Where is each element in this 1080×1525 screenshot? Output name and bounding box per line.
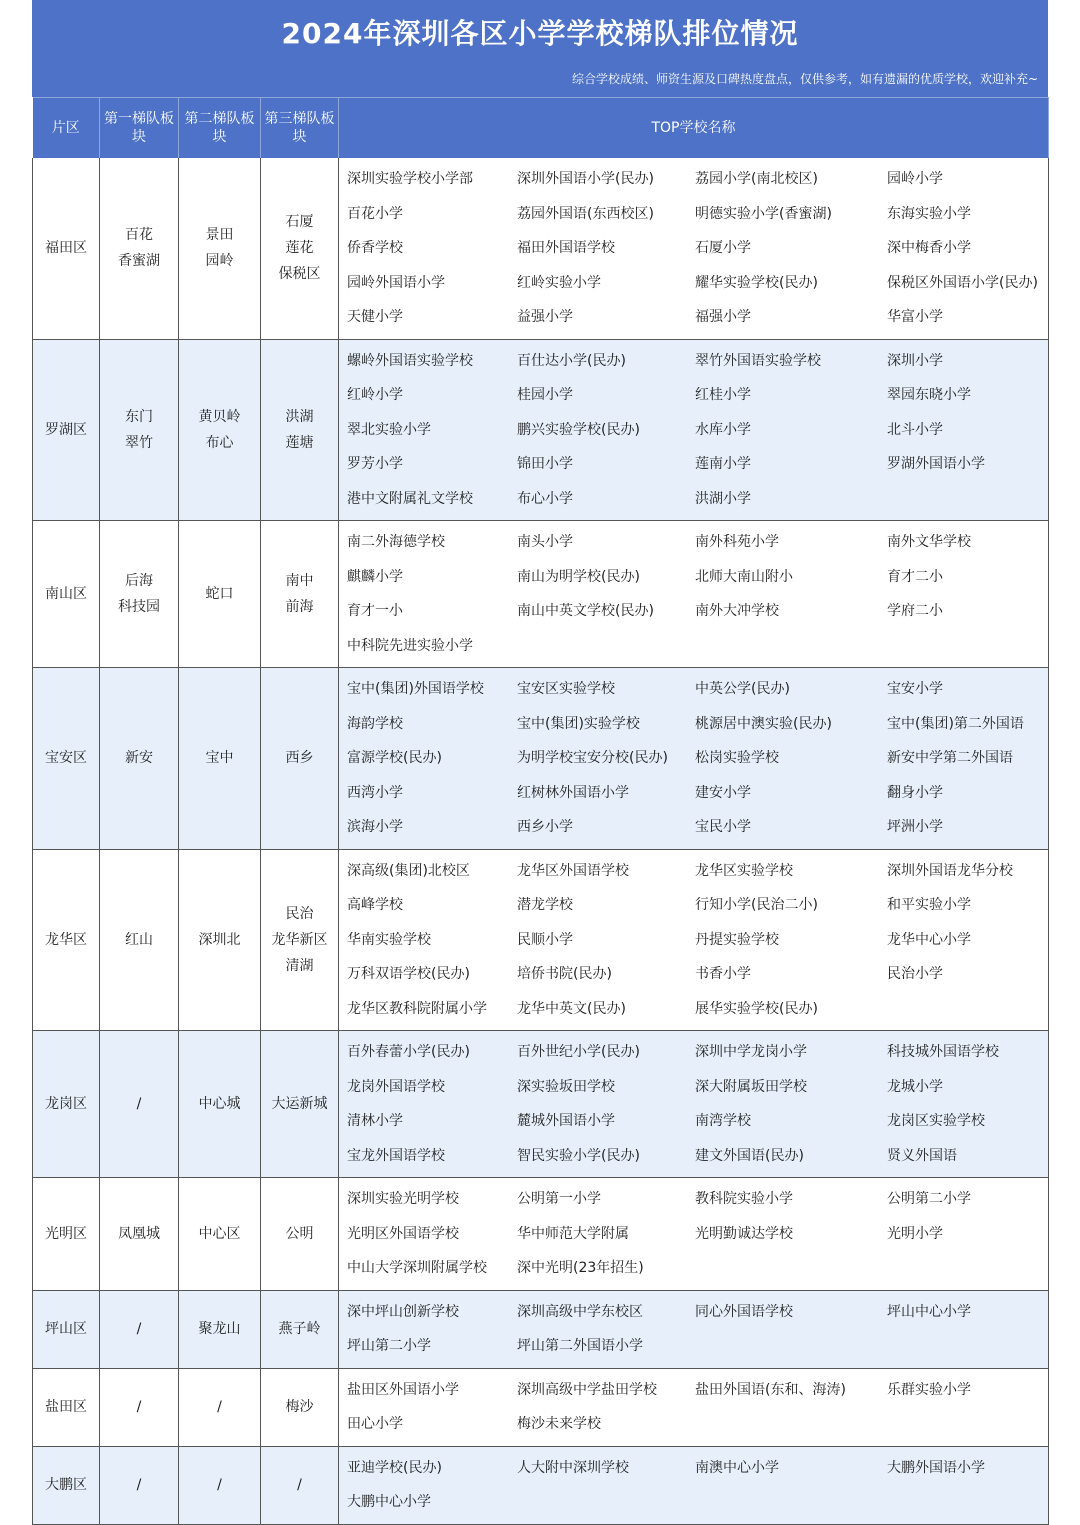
school-name: 中英公学(民办) xyxy=(695,681,790,697)
school-name: 桂园小学 xyxy=(517,387,573,403)
school-name: 富源学校(民办) xyxy=(347,750,442,766)
school-name: 西乡小学 xyxy=(517,819,573,835)
tier2-area: 宝中 xyxy=(205,750,234,767)
tier1-area: 红山 xyxy=(125,931,153,948)
school-name: 华南实验学校 xyxy=(347,931,431,948)
school-name: 洪湖小学 xyxy=(695,490,751,507)
school-name: 龙华区教科院附属小学 xyxy=(347,1000,487,1017)
top-schools-cell xyxy=(339,339,1049,521)
school-name: 乐群实验小学 xyxy=(887,1381,971,1398)
school-name: 育才一小 xyxy=(347,603,403,619)
school-name: 南外科苑小学 xyxy=(695,534,779,550)
school-name: 学府二小 xyxy=(887,603,943,619)
school-name: 华中师范大学附属 xyxy=(517,1225,629,1242)
school-name: 红岭实验小学 xyxy=(517,274,601,291)
school-name: 龙华中心小学 xyxy=(887,931,971,948)
school-name xyxy=(887,1485,1057,1520)
tier2-area: 蛇口 xyxy=(205,586,234,602)
school-name: 锦田小学 xyxy=(517,456,573,472)
tier1-area: 新安 xyxy=(125,750,153,767)
tier1-area: / xyxy=(136,1096,142,1112)
tier2-area: 园岭 xyxy=(205,253,234,270)
school-list xyxy=(339,521,1048,667)
school-name: 深圳高级中学东校区 xyxy=(517,1303,643,1320)
tier1-area: / xyxy=(136,1321,142,1337)
district-tier1-cell xyxy=(100,1446,179,1524)
school-name: 田心小学 xyxy=(347,1416,403,1432)
school-name xyxy=(887,629,1057,664)
tier1-area: 东门 xyxy=(125,408,153,425)
table-header-row xyxy=(33,98,1049,159)
school-name: 中科院先进实验小学 xyxy=(347,637,473,654)
school-name: 同心外国语学校 xyxy=(695,1303,793,1320)
school-name xyxy=(695,1485,887,1520)
top-schools-cell xyxy=(339,158,1049,339)
school-name: 公明第一小学 xyxy=(517,1191,601,1207)
district-tier2-cell xyxy=(179,1031,261,1178)
school-name: 麒麟小学 xyxy=(347,568,403,585)
district-tier2-cell xyxy=(179,1290,261,1368)
district-name: 大鹏区 xyxy=(33,1446,100,1524)
table-row xyxy=(33,1178,1049,1291)
tier1-area: 香蜜湖 xyxy=(118,253,160,270)
school-name: 翠园东晓小学 xyxy=(887,387,971,403)
school-name xyxy=(695,629,887,664)
school-name: 龙城小学 xyxy=(887,1078,943,1095)
tier2-area: 深圳北 xyxy=(198,931,241,948)
school-name: 翠竹外国语实验学校 xyxy=(695,352,821,369)
school-name: 港中文附属礼文学校 xyxy=(347,490,473,507)
district-tier2-cell xyxy=(179,1178,261,1291)
school-name: 龙岗区实验学校 xyxy=(887,1113,985,1129)
district-name: 盐田区 xyxy=(33,1368,100,1446)
district-tier2-cell xyxy=(179,668,261,850)
tier2-area: 景田 xyxy=(205,227,234,244)
school-name: 公明第二小学 xyxy=(887,1191,971,1207)
school-name: 福田外国语学校 xyxy=(517,240,615,256)
school-name: 园岭外国语小学 xyxy=(347,274,445,291)
school-name xyxy=(695,1329,887,1364)
school-name: 龙岗外国语学校 xyxy=(347,1078,445,1095)
tier3-area: 清湖 xyxy=(285,957,314,974)
tier3-area: 大运新城 xyxy=(271,1096,328,1112)
school-name: 南湾学校 xyxy=(695,1113,751,1129)
header-tier2: 第二梯队板块 xyxy=(179,98,261,159)
school-name: 布心小学 xyxy=(517,490,573,507)
school-name: 大鹏外国语小学 xyxy=(887,1459,985,1476)
school-name: 大鹏中心小学 xyxy=(347,1494,431,1510)
district-tier3-cell xyxy=(261,1368,339,1446)
table-row xyxy=(33,1368,1049,1446)
tier1-area: 翠竹 xyxy=(125,434,153,451)
tier3-area: 前海 xyxy=(285,599,314,615)
school-name: 石厦小学 xyxy=(695,240,751,256)
district-tier3-cell xyxy=(261,1031,339,1178)
school-name: 教科院实验小学 xyxy=(695,1191,793,1207)
school-name: 南二外海德学校 xyxy=(347,534,445,550)
district-tier3-cell xyxy=(261,1178,339,1291)
school-name xyxy=(887,992,1057,1027)
school-name: 龙华中英文(民办) xyxy=(517,1000,626,1017)
district-tier1-cell xyxy=(100,521,179,668)
tier1-area: 后海 xyxy=(125,573,153,589)
school-name: 北斗小学 xyxy=(887,421,943,438)
school-name: 民顺小学 xyxy=(517,931,573,948)
district-tier2-cell xyxy=(179,521,261,668)
school-name: 南外大冲学校 xyxy=(695,603,779,619)
tier3-area: 莲花 xyxy=(285,240,314,257)
school-name: 新安中学第二外国语 xyxy=(887,750,1013,766)
tier3-area: / xyxy=(297,1477,302,1493)
school-name: 深中坪山创新学校 xyxy=(347,1303,459,1320)
tier3-area: 西乡 xyxy=(285,750,314,767)
district-name: 宝安区 xyxy=(33,668,100,850)
school-name: 建安小学 xyxy=(695,784,751,801)
tier3-area: 保税区 xyxy=(278,266,321,283)
tier1-area: / xyxy=(136,1399,142,1415)
tier2-area: / xyxy=(217,1399,222,1415)
school-name: 宝中(集团)外国语学校 xyxy=(347,681,484,697)
school-name: 建文外国语(民办) xyxy=(695,1147,804,1164)
table-row xyxy=(33,1031,1049,1178)
tier2-area: 黄贝岭 xyxy=(198,408,241,425)
district-name: 光明区 xyxy=(33,1178,100,1291)
tier1-area: 百花 xyxy=(125,227,153,244)
school-name: 科技城外国语学校 xyxy=(887,1044,999,1060)
district-tier1-cell xyxy=(100,849,179,1031)
school-name: 清林小学 xyxy=(347,1113,403,1129)
district-tier2-cell xyxy=(179,849,261,1031)
table-row xyxy=(33,1446,1049,1524)
school-name: 坪洲小学 xyxy=(887,819,943,835)
top-schools-cell xyxy=(339,1368,1049,1446)
school-name: 深实验坂田学校 xyxy=(517,1078,615,1095)
school-name: 深高级(集团)北校区 xyxy=(347,862,470,879)
district-tier3-cell xyxy=(261,849,339,1031)
school-name: 福强小学 xyxy=(695,309,751,325)
district-tier3-cell xyxy=(261,521,339,668)
school-name: 潜龙学校 xyxy=(517,897,573,913)
table-row xyxy=(33,849,1049,1031)
tier2-area: 布心 xyxy=(205,434,234,451)
school-name: 松岗实验学校 xyxy=(695,750,779,766)
school-name: 人大附中深圳学校 xyxy=(517,1459,629,1476)
district-tier2-cell xyxy=(179,158,261,339)
school-name: 智民实验小学(民办) xyxy=(517,1147,640,1164)
district-tier1-cell xyxy=(100,339,179,521)
school-name: 南头小学 xyxy=(517,534,573,550)
tier3-area: 燕子岭 xyxy=(278,1321,321,1337)
tier1-area: 科技园 xyxy=(118,599,160,615)
top-schools-cell xyxy=(339,1290,1049,1368)
header-district: 片区 xyxy=(33,98,100,159)
district-tier3-cell xyxy=(261,158,339,339)
school-name: 华富小学 xyxy=(887,309,943,325)
school-name: 坪山中心小学 xyxy=(887,1303,971,1320)
school-name: 盐田区外国语小学 xyxy=(347,1381,459,1398)
school-name: 亚迪学校(民办) xyxy=(347,1459,442,1476)
school-name: 翻身小学 xyxy=(887,784,943,801)
header-banner xyxy=(32,0,1048,97)
school-name: 百花小学 xyxy=(347,205,403,222)
header-tier1: 第一梯队板块 xyxy=(100,98,179,159)
school-name xyxy=(887,482,1057,517)
district-tier2-cell xyxy=(179,1446,261,1524)
school-name: 南山为明学校(民办) xyxy=(517,568,640,585)
school-name: 水库小学 xyxy=(695,421,751,438)
tier3-area: 梅沙 xyxy=(285,1399,314,1415)
page xyxy=(32,0,1048,1510)
top-schools-cell xyxy=(339,668,1049,850)
district-tier3-cell xyxy=(261,668,339,850)
school-name: 深圳高级中学盐田学校 xyxy=(517,1381,657,1398)
school-name: 宝龙外国语学校 xyxy=(347,1147,445,1164)
school-name: 宝安区实验学校 xyxy=(517,681,615,697)
district-name: 龙岗区 xyxy=(33,1031,100,1178)
tier3-area: 龙华新区 xyxy=(271,931,328,948)
school-name: 培侨书院(民办) xyxy=(517,966,612,982)
table-row xyxy=(33,521,1049,668)
page-subtitle: 综合学校成绩、师资生源及口碑热度盘点，仅供参考，如有遗漏的优质学校，欢迎补充~ xyxy=(571,72,1038,86)
page-title: 2024年深圳各区小学学校梯队排位情况 xyxy=(281,17,799,50)
school-name: 龙华区实验学校 xyxy=(695,862,793,879)
district-tier3-cell xyxy=(261,1446,339,1524)
school-name: 贤义外国语 xyxy=(887,1147,957,1164)
school-list xyxy=(339,850,1048,1031)
school-name: 耀华实验学校(民办) xyxy=(695,274,818,291)
school-name: 宝中(集团)第二外国语 xyxy=(887,715,1024,732)
district-tier1-cell xyxy=(100,158,179,339)
table-row xyxy=(33,339,1049,521)
school-name: 红桂小学 xyxy=(695,387,751,403)
school-name: 红树林外国语小学 xyxy=(517,784,629,801)
school-name: 深圳中学龙岗小学 xyxy=(695,1044,807,1060)
school-name: 东海实验小学 xyxy=(887,205,971,222)
school-name: 光明小学 xyxy=(887,1225,943,1242)
district-tier1-cell xyxy=(100,1368,179,1446)
top-schools-cell xyxy=(339,1031,1049,1178)
school-name xyxy=(887,1407,1057,1442)
school-name: 红岭小学 xyxy=(347,387,403,403)
district-tier1-cell xyxy=(100,1031,179,1178)
school-name: 深中光明(23年招生) xyxy=(517,1260,644,1276)
school-list xyxy=(339,158,1048,339)
school-name: 梅沙未来学校 xyxy=(517,1416,601,1432)
top-schools-cell xyxy=(339,1446,1049,1524)
school-name: 滨海小学 xyxy=(347,819,403,835)
tier3-area: 公明 xyxy=(285,1225,314,1242)
school-name: 行知小学(民治二小) xyxy=(695,897,818,913)
school-name: 螺岭外国语实验学校 xyxy=(347,352,473,369)
school-name xyxy=(887,1329,1057,1364)
district-tier1-cell xyxy=(100,1290,179,1368)
school-name: 盐田外国语(东和、海涛) xyxy=(695,1381,846,1398)
school-name: 百仕达小学(民办) xyxy=(517,352,626,369)
tier3-area: 洪湖 xyxy=(285,408,314,425)
district-tier1-cell xyxy=(100,668,179,850)
school-name: 南山中英文学校(民办) xyxy=(517,603,654,619)
tier2-area: 中心城 xyxy=(198,1096,241,1112)
school-name xyxy=(695,1251,887,1286)
tier3-area: 南中 xyxy=(285,573,314,589)
district-name: 罗湖区 xyxy=(33,339,100,521)
district-name: 南山区 xyxy=(33,521,100,668)
school-list xyxy=(339,1291,1048,1368)
district-tier3-cell xyxy=(261,1290,339,1368)
school-name: 万科双语学校(民办) xyxy=(347,966,470,982)
top-schools-cell xyxy=(339,521,1049,668)
district-tier2-cell xyxy=(179,1368,261,1446)
school-name: 荔园小学(南北校区) xyxy=(695,171,818,187)
school-name: 益强小学 xyxy=(517,309,573,325)
school-name: 翠北实验小学 xyxy=(347,421,431,438)
school-name: 宝安小学 xyxy=(887,681,943,697)
school-name: 和平实验小学 xyxy=(887,897,971,913)
school-name: 中山大学深圳附属学校 xyxy=(347,1260,487,1276)
school-name: 宝中(集团)实验学校 xyxy=(517,715,640,732)
school-name: 园岭小学 xyxy=(887,171,943,187)
school-name: 深圳外国语龙华分校 xyxy=(887,862,1013,879)
school-name: 深大附属坂田学校 xyxy=(695,1078,807,1095)
table-row xyxy=(33,158,1049,339)
school-name: 海韵学校 xyxy=(347,715,403,732)
school-name: 百外春蕾小学(民办) xyxy=(347,1044,470,1060)
school-name: 北师大南山附小 xyxy=(695,568,793,585)
school-list xyxy=(339,1369,1048,1446)
tier1-area: / xyxy=(136,1477,142,1493)
table-row xyxy=(33,668,1049,850)
school-name: 天健小学 xyxy=(347,309,403,325)
school-name: 深圳实验学校小学部 xyxy=(347,171,473,187)
tier2-area: / xyxy=(217,1477,222,1493)
district-name: 坪山区 xyxy=(33,1290,100,1368)
school-name: 桃源居中澳实验(民办) xyxy=(695,715,832,732)
school-name: 深中梅香小学 xyxy=(887,240,971,256)
school-name: 南澳中心小学 xyxy=(695,1459,779,1476)
school-name: 育才二小 xyxy=(887,568,943,585)
school-name xyxy=(887,1251,1057,1286)
school-name: 光明勤诚达学校 xyxy=(695,1225,793,1242)
school-name: 坪山第二小学 xyxy=(347,1338,431,1354)
school-name: 展华实验学校(民办) xyxy=(695,1000,818,1017)
school-list xyxy=(339,1031,1048,1177)
school-name: 坪山第二外国语小学 xyxy=(517,1338,643,1354)
tier1-area: 凤凰城 xyxy=(118,1225,160,1242)
school-name: 为明学校宝安分校(民办) xyxy=(517,750,668,766)
district-name: 龙华区 xyxy=(33,849,100,1031)
header-tier3: 第三梯队板块 xyxy=(261,98,339,159)
school-name: 南外文华学校 xyxy=(887,534,971,550)
district-tier3-cell xyxy=(261,339,339,521)
school-name: 明德实验小学(香蜜湖) xyxy=(695,205,832,222)
top-schools-cell xyxy=(339,1178,1049,1291)
school-name: 光明区外国语学校 xyxy=(347,1225,459,1242)
school-name xyxy=(695,1407,887,1442)
school-name: 深圳外国语小学(民办) xyxy=(517,171,654,187)
school-list xyxy=(339,340,1048,521)
school-name: 丹提实验学校 xyxy=(695,931,779,948)
school-list xyxy=(339,668,1048,849)
school-name: 西湾小学 xyxy=(347,784,403,801)
school-name: 书香小学 xyxy=(695,966,751,982)
header-top-schools: TOP学校名称 xyxy=(339,98,1049,159)
school-name: 侨香学校 xyxy=(347,240,403,256)
tier2-area: 中心区 xyxy=(198,1225,241,1242)
school-name: 龙华区外国语学校 xyxy=(517,862,629,879)
district-tier2-cell xyxy=(179,339,261,521)
tier3-area: 莲塘 xyxy=(285,434,314,451)
tier3-area: 民治 xyxy=(285,905,314,922)
school-name: 鹏兴实验学校(民办) xyxy=(517,421,640,438)
school-name: 罗湖外国语小学 xyxy=(887,456,985,472)
school-name: 深圳实验光明学校 xyxy=(347,1191,459,1207)
school-name: 麓城外国语小学 xyxy=(517,1113,615,1129)
school-name: 百外世纪小学(民办) xyxy=(517,1044,640,1060)
school-name: 宝民小学 xyxy=(695,819,751,835)
school-name: 高峰学校 xyxy=(347,897,403,913)
school-list xyxy=(339,1447,1048,1524)
school-name: 荔园外国语(东西校区) xyxy=(517,205,654,222)
district-name: 福田区 xyxy=(33,158,100,339)
table-row xyxy=(33,1290,1049,1368)
school-name: 保税区外国语小学(民办) xyxy=(887,274,1038,291)
school-name: 民治小学 xyxy=(887,966,943,982)
school-name: 莲南小学 xyxy=(695,456,751,472)
top-schools-cell xyxy=(339,849,1049,1031)
school-name: 深圳小学 xyxy=(887,352,943,369)
school-name xyxy=(517,629,695,664)
school-name: 罗芳小学 xyxy=(347,456,403,472)
district-tier1-cell xyxy=(100,1178,179,1291)
school-list xyxy=(339,1178,1048,1290)
tier2-area: 聚龙山 xyxy=(198,1321,241,1337)
ranking-table xyxy=(32,97,1049,1525)
school-name xyxy=(517,1485,695,1520)
tier3-area: 石厦 xyxy=(285,214,314,231)
